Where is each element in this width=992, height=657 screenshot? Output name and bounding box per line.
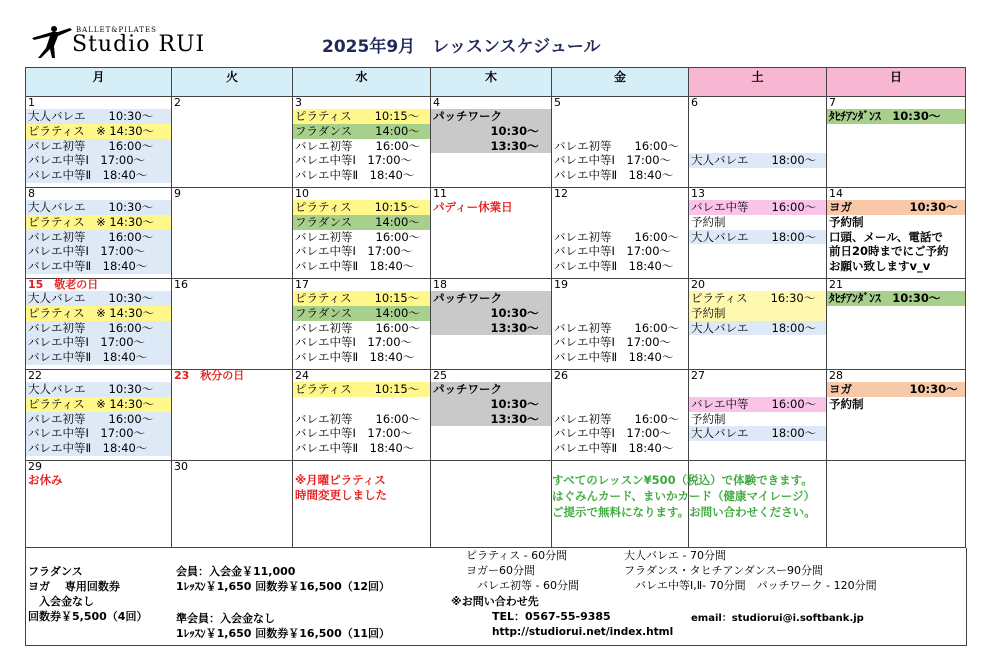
lesson-entry: ピラティス 10:15～ (293, 382, 430, 397)
lesson-entry: ピラティス 10:15～ (293, 109, 430, 124)
lesson-entry: 10:30～ (431, 397, 551, 412)
logo-subtitle: BALLET&PILATES (76, 26, 157, 34)
lesson-entry: バレエ中等Ⅱ 18:40～ (554, 441, 674, 456)
lesson-entry: バレエ初等 16:00～ (295, 320, 421, 335)
weekday-header (26, 68, 966, 97)
day-number: 9 (174, 187, 181, 200)
lesson-entry: ピラティス ※ 14:30～ (26, 397, 171, 412)
lesson-entry: バレエ中等Ⅰ 17:00～ (295, 153, 413, 168)
page-title: 2025年9月 レッスンスケジュール (322, 37, 601, 57)
lesson-entry: 大人バレエ 10:30～ (26, 200, 171, 215)
lesson-entry: バレエ初等 16:00～ (554, 411, 680, 426)
week-row (26, 97, 966, 188)
lesson-entry: バレエ中等Ⅰ 17:00～ (554, 426, 672, 441)
lesson-entry: バレエ中等Ⅰ 17:00～ (26, 426, 171, 441)
lesson-entry: バレエ初等 16:00～ (26, 230, 171, 245)
day-cell (293, 188, 431, 279)
week-row (26, 188, 966, 279)
lesson-entry: パッチワーク (431, 109, 551, 124)
lesson-entry: 予約制 (689, 306, 826, 321)
day-number: 14 (829, 187, 843, 200)
lesson-entry: 予約制 (691, 214, 726, 229)
day-cell (26, 279, 172, 370)
day-cell (26, 188, 172, 279)
lesson-entry: 13:30～ (431, 321, 551, 336)
week-row (26, 370, 966, 461)
lesson-entry: フラダンス 14:00～ (293, 215, 430, 230)
lesson-entry (552, 200, 688, 215)
day-number: 22 (28, 369, 42, 382)
weekday-1: 火 (172, 68, 293, 97)
day-cell (552, 279, 689, 370)
lesson-entry: フラダンス 14:00～ (293, 124, 430, 139)
calendar-body (26, 97, 966, 548)
day-number: 8 (28, 187, 35, 200)
lesson-entry: パディー休業日 (433, 200, 513, 214)
lesson-entry: バレエ中等 16:00～ (689, 397, 826, 412)
lesson-entry: 10:30～ (431, 124, 551, 139)
lesson-entry: バレエ中等Ⅰ 17:00～ (26, 153, 171, 168)
day-cell (827, 97, 966, 188)
lesson-entry (552, 109, 688, 124)
day-number: 12 (554, 187, 568, 200)
contact-tel: TEL：0567-55-9385 (492, 610, 611, 623)
day-cell (431, 188, 552, 279)
day-number: 19 (554, 278, 568, 291)
day-cell (172, 279, 293, 370)
day-cell (26, 97, 172, 188)
day-number: 3 (295, 96, 302, 109)
day-cell (431, 97, 552, 188)
weekday-0: 月 (26, 68, 172, 97)
dancer-icon (28, 22, 76, 60)
day-number: 10 (295, 187, 309, 200)
lesson-entry: バレエ中等 16:00～ (689, 200, 826, 215)
weekday-6: 日 (827, 68, 966, 97)
fura-yoga-tickets: フラダンス ヨガ 専用回数券 入会金なし 回数券￥5,500（4回） (28, 565, 148, 623)
lesson-entry: ヨガ 10:30～ (827, 200, 965, 215)
day-number: 30 (174, 460, 188, 473)
day-number: 26 (554, 369, 568, 382)
logo-title: Studio RUI (72, 32, 206, 57)
lesson-entry: バレエ中等Ⅱ 18:40～ (295, 441, 415, 456)
lesson-entry: ピラティス ※ 14:30～ (26, 306, 171, 321)
day-cell (689, 188, 827, 279)
day-cell (26, 461, 172, 548)
lesson-durations-a: ピラティス - 60分間 ヨガー60分間 バレエ初等 - 60分間 (466, 549, 579, 592)
lesson-entry: ﾀﾋﾁｱﾝﾀﾞﾝｽ 10:30～ (827, 109, 965, 124)
lesson-entry (552, 397, 688, 412)
day-cell (293, 279, 431, 370)
lesson-entry: フラダンス 14:00～ (293, 306, 430, 321)
lesson-entry: バレエ中等Ⅰ 17:00～ (295, 335, 413, 350)
lesson-entry (689, 124, 826, 139)
lesson-entry: バレエ初等 16:00～ (295, 229, 421, 244)
day-number: 21 (829, 278, 843, 291)
lesson-entry: ピラティス ※ 14:30～ (26, 215, 171, 230)
day-cell (172, 370, 293, 461)
lesson-entry: バレエ中等Ⅱ 18:40～ (554, 350, 674, 365)
lesson-entry: バレエ中等Ⅰ 17:00～ (26, 335, 171, 350)
lesson-entry (552, 124, 688, 139)
day-number: 25 (433, 369, 447, 382)
weekday-3: 木 (431, 68, 552, 97)
lesson-entry: ピラティス 10:15～ (293, 200, 430, 215)
lesson-entry: 口頭、メール、電話で (829, 229, 943, 244)
contact-email[interactable]: email：studiorui@i.softbank.jp (691, 613, 864, 624)
lesson-entry: 大人バレエ 18:00～ (689, 321, 826, 336)
calendar-table (25, 67, 966, 548)
lesson-entry: バレエ中等Ⅰ 17:00～ (26, 244, 171, 259)
day-cell (431, 279, 552, 370)
lesson-entry: 予約制 (829, 396, 864, 411)
lesson-entry: 大人バレエ 18:00～ (689, 153, 826, 168)
lesson-entry (689, 382, 826, 397)
day-number: 11 (433, 187, 447, 200)
day-number: 2 (174, 96, 181, 109)
lesson-entry (689, 109, 826, 124)
lesson-entry: 13:30～ (431, 139, 551, 154)
day-number: 4 (433, 96, 440, 109)
lesson-entry: パッチワーク (431, 291, 551, 306)
weekday-5: 土 (689, 68, 827, 97)
day-cell (689, 370, 827, 461)
day-number (827, 461, 965, 473)
day-number: 28 (829, 369, 843, 382)
lesson-entry: 時間変更しました (295, 487, 387, 502)
day-cell (172, 461, 293, 548)
lesson-entry: バレエ初等 16:00～ (26, 139, 171, 154)
day-cell (827, 370, 966, 461)
contact-url[interactable]: http://studiorui.net/index.html (492, 626, 674, 638)
day-number: 20 (691, 278, 705, 291)
lesson-entry: バレエ初等 16:00～ (554, 229, 680, 244)
lesson-entry: ピラティス 10:15～ (293, 291, 430, 306)
associate-member-fees: 準会員：入会金なし 1ﾚｯｽﾝ￥1,650 回数券￥16,500（11回） (176, 612, 391, 640)
day-number: 6 (691, 96, 698, 109)
day-cell (172, 97, 293, 188)
lesson-entry: バレエ初等 16:00～ (295, 411, 421, 426)
day-cell (26, 370, 172, 461)
day-cell (552, 188, 689, 279)
lesson-entry: バレエ中等Ⅱ 18:40～ (26, 168, 171, 183)
lesson-entry: バレエ中等Ⅰ 17:00～ (295, 426, 413, 441)
lesson-entry: ヨガ 10:30～ (827, 382, 965, 397)
lesson-entry: バレエ中等Ⅰ 17:00～ (554, 153, 672, 168)
weekday-4: 金 (552, 68, 689, 97)
day-number: 17 (295, 278, 309, 291)
day-cell (827, 279, 966, 370)
day-cell (431, 370, 552, 461)
lesson-entry: 13:30～ (431, 412, 551, 427)
weekday-2: 水 (293, 68, 431, 97)
lesson-entry: バレエ中等Ⅱ 18:40～ (554, 168, 674, 183)
lesson-entry (552, 215, 688, 230)
lesson-entry: 大人バレエ 18:00～ (689, 230, 826, 245)
day-cell (827, 188, 966, 279)
lesson-entry (552, 382, 688, 397)
lesson-entry (552, 306, 688, 321)
lesson-entry: バレエ中等Ⅰ 17:00～ (554, 335, 672, 350)
day-number: 16 (174, 278, 188, 291)
lesson-entry: バレエ中等Ⅰ 17:00～ (295, 244, 413, 259)
lesson-entry: バレエ中等Ⅱ 18:40～ (26, 350, 171, 365)
lesson-entry: 大人バレエ 10:30～ (26, 109, 171, 124)
day-number: 1 (28, 96, 35, 109)
lesson-entry: バレエ初等 16:00～ (554, 138, 680, 153)
day-number (431, 461, 551, 473)
lesson-entry: ※月曜ピラティス (295, 473, 386, 487)
lesson-entry: バレエ中等Ⅰ 17:00～ (554, 244, 672, 259)
day-cell (552, 370, 689, 461)
lesson-entry: バレエ初等 16:00～ (295, 138, 421, 153)
day-cell (689, 279, 827, 370)
lesson-entry: バレエ中等Ⅱ 18:40～ (26, 259, 171, 274)
lesson-entry: バレエ中等Ⅱ 18:40～ (26, 441, 171, 456)
day-cell (293, 461, 431, 548)
lesson-entry: バレエ中等Ⅱ 18:40～ (554, 259, 674, 274)
lesson-entry: バレエ初等 16:00～ (26, 412, 171, 427)
lesson-entry: バレエ中等Ⅱ 18:40～ (295, 350, 415, 365)
lesson-entry: 予約制 (829, 214, 864, 229)
lesson-entry: 大人バレエ 10:30～ (26, 291, 171, 306)
lesson-entry: バレエ初等 16:00～ (26, 321, 171, 336)
member-fees: 会員：入会金￥11,000 1ﾚｯｽﾝ￥1,650 回数券￥16,500（12回） (176, 565, 391, 593)
week-row (26, 279, 966, 370)
lesson-entry: 大人バレエ 18:00～ (689, 426, 826, 441)
lesson-entry: ピラティス 16:30～ (689, 291, 826, 306)
lesson-entry (293, 397, 430, 412)
day-number: 24 (295, 369, 309, 382)
day-cell (689, 97, 827, 188)
week-row (26, 461, 966, 548)
day-cell (431, 461, 552, 548)
day-number: 7 (829, 96, 836, 109)
lesson-durations-b: 大人バレエ - 70分間 フラダンス・タヒチアンダンスー90分間 バレエ中等Ⅰ,Ⅱ- 70分間 パッチワーク - 120分間 (624, 549, 877, 592)
day-number: 15 敬老の日 (28, 278, 99, 291)
lesson-entry: パッチワーク (431, 382, 551, 397)
lesson-entry (552, 291, 688, 306)
lesson-entry (689, 139, 826, 154)
lesson-entry: お願い致しますv_v (829, 259, 931, 274)
day-number (293, 461, 430, 473)
footer-info (25, 548, 967, 646)
lesson-entry: バレエ初等 16:00～ (554, 320, 680, 335)
day-number: 18 (433, 278, 447, 291)
day-number: 23 秋分の日 (174, 369, 245, 382)
day-cell (827, 461, 966, 548)
lesson-entry: ﾀﾋﾁｱﾝﾀﾞﾝｽ 10:30～ (827, 291, 965, 306)
day-cell (293, 97, 431, 188)
lesson-entry: 予約制 (691, 411, 726, 426)
day-number: 27 (691, 369, 705, 382)
lesson-entry: 前日20時までにご予約 (829, 244, 949, 259)
trial-promo: すべてのレッスン¥500（税込）で体験できます。 はぐみんカード、まいかカード（健康マイレージ） ご提示で無料になります。お問い合わせください。 (552, 473, 816, 519)
lesson-entry: バレエ中等Ⅱ 18:40～ (295, 259, 415, 274)
day-cell (552, 97, 689, 188)
day-number: 13 (691, 187, 705, 200)
lesson-entry: 大人バレエ 10:30～ (26, 382, 171, 397)
day-number: 29 (28, 460, 42, 473)
day-cell (172, 188, 293, 279)
lesson-entry: 10:30～ (431, 306, 551, 321)
lesson-entry: ピラティス ※ 14:30～ (26, 124, 171, 139)
day-cell (293, 370, 431, 461)
lesson-entry: お休み (28, 473, 63, 487)
contact-heading: ※お問い合わせ先 (451, 595, 539, 608)
lesson-entry: バレエ中等Ⅱ 18:40～ (295, 168, 415, 183)
day-number: 5 (554, 96, 561, 109)
